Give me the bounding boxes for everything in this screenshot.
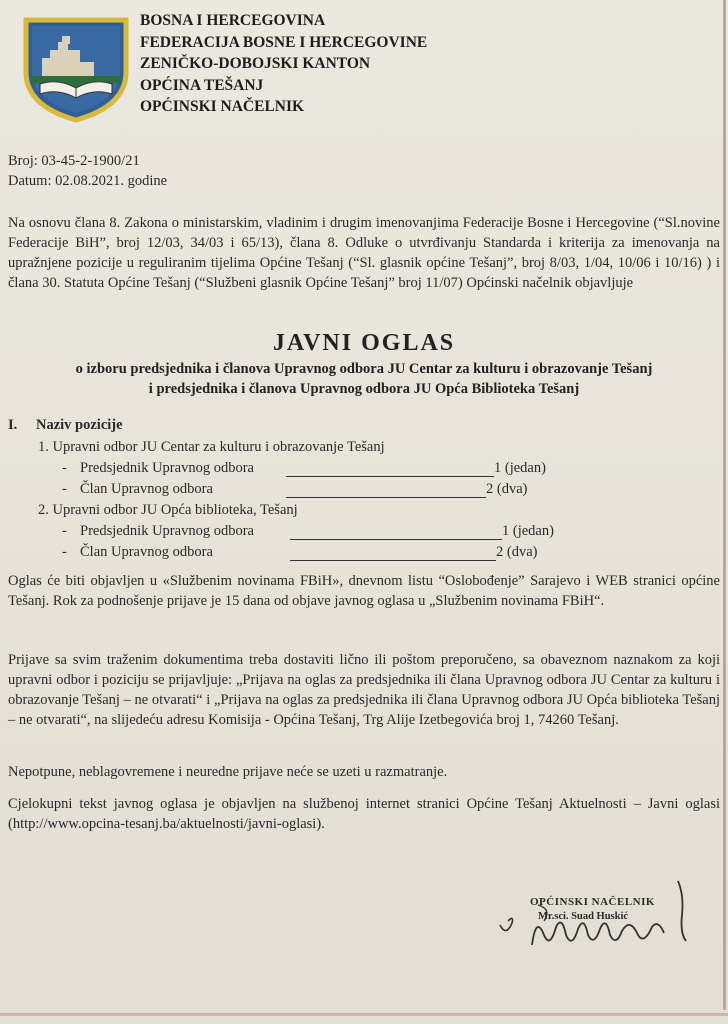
fill-line xyxy=(290,560,496,561)
position-count: 2 (dva) xyxy=(486,481,528,497)
application-paragraph: Prijave sa svim traženim dokumentima treba dostaviti lično ili poštom preporučeno, sa obaveznom naznakom za koji upravni odbor i poziciju se prijavljuje: „Prijava na oglas za predsjednika ili člana Upravnog odbora JU Centar za kulturu i obrazovanje Tešanj – ne otvarati“ i „Prijava na oglas za predsjednika ili člana Upravnog odbora JU Opća biblioteka Tešanj – ne otvarati“, na slijedeću adresu Komisija - Općina Tešanj, Trg Alije Izetbegovića broj 1, 74260 Tešanj. xyxy=(8,652,720,728)
fill-line xyxy=(286,476,494,477)
position-name: Predsjednik Upravnog odbora xyxy=(80,460,254,476)
document-meta xyxy=(8,151,167,191)
position-dash: - xyxy=(62,460,67,476)
section-number: I. xyxy=(8,417,18,433)
publication-paragraph: Oglas će biti objavljen u «Službenim novinama FBiH», dnevnom listu “Oslobođenje” Sarajevo i WEB stranici općine Tešanj. Rok za podnošenje prijave je 15 dana od objave javnog oglasa u „Službenim novinama FBiH“. xyxy=(8,573,720,609)
section-heading xyxy=(8,417,123,434)
document-date: Datum: 02.08.2021. godine xyxy=(8,173,168,189)
page-border-right xyxy=(723,0,726,1010)
coat-of-arms-icon xyxy=(22,14,130,124)
position-name: Član Upravnog odbora xyxy=(80,544,213,560)
reference-number: Broj: 03-45-2-1900/21 xyxy=(8,153,140,169)
position-count: 1 (jedan) xyxy=(494,460,546,476)
full-text-paragraph: Cjelokupni tekst javnog oglasa je objavljen na službenoj internet stranici Općine Tešanj Aktuelnosti – Javni oglasi (http://www.opcina-tesanj.ba/aktuelnosti/javni-oglasi). xyxy=(8,796,720,832)
board-2-label: 2. Upravni odbor JU Opća biblioteka, Tešanj xyxy=(38,502,298,518)
board-2-position-2 xyxy=(62,542,213,562)
position-name: Član Upravnog odbora xyxy=(80,481,213,497)
fill-line xyxy=(290,539,502,540)
position-dash: - xyxy=(62,523,67,539)
header-line-canton: ZENIČKO-DOBOJSKI KANTON xyxy=(140,55,371,72)
notice-subtitle xyxy=(0,359,728,399)
intro-paragraph: Na osnovu člana 8. Zakona o ministarskim, vladinim i drugim imenovanjima Federacije Bosne i Hercegovine (“Sl.novine Federacije BiH”, broj 12/03, 34/03 i 65/13), člana 8. Odluke o utvrđivanju Standarda i kriterija za imenovanja na upražnjene pozicije u reguliranim tijelima Općine Tešanj (“Sl. glasnik općine Tešanj”, broj 8/03, 1/04, 10/06 i 10/16) ) i člana 30. Statuta Općine Tešanj (“Službeni glasnik Općine Tešanj” broj 11/07) Općinski načelnik objavljuje xyxy=(8,215,720,291)
page-border-bottom xyxy=(0,1013,728,1016)
issuer-header xyxy=(140,10,427,118)
signature-name: Mr.sci. Suad Huskić xyxy=(538,911,629,922)
position-name: Predsjednik Upravnog odbora xyxy=(80,523,254,539)
board-1-label: 1. Upravni odbor JU Centar za kulturu i obrazovanje Tešanj xyxy=(38,439,385,455)
fill-line xyxy=(286,497,486,498)
incomplete-applications-paragraph: Nepotpune, neblagovremene i neuredne prijave neće se uzeti u razmatranje. xyxy=(8,764,448,780)
position-dash: - xyxy=(62,481,67,497)
board-2-position-1 xyxy=(62,521,254,541)
header-line-country: BOSNA I HERCEGOVINA xyxy=(140,12,326,29)
notice-title: JAVNI OGLAS xyxy=(272,330,456,356)
header-line-federation: FEDERACIJA BOSNE I HERCEGOVINE xyxy=(140,33,428,51)
signature-title: OPĆINSKI NAČELNIK xyxy=(530,896,655,908)
position-dash: - xyxy=(62,544,67,560)
board-1-position-2 xyxy=(62,479,213,499)
section-title: Naziv pozicije xyxy=(36,417,123,433)
header-line-mayor: OPĆINSKI NAČELNIK xyxy=(140,98,305,115)
header-line-municipality: OPĆINA TEŠANJ xyxy=(140,76,264,94)
subtitle-line-1: o izboru predsjednika i članova Upravnog odbora JU Centar za kulturu i obrazovanje Tešanj xyxy=(75,361,653,377)
subtitle-line-2: i predsjednika i članova Upravnog odbora JU Opća Biblioteka Tešanj xyxy=(148,381,580,397)
position-count: 2 (dva) xyxy=(496,544,538,560)
board-1-position-1 xyxy=(62,458,254,478)
position-count: 1 (jedan) xyxy=(502,523,554,539)
